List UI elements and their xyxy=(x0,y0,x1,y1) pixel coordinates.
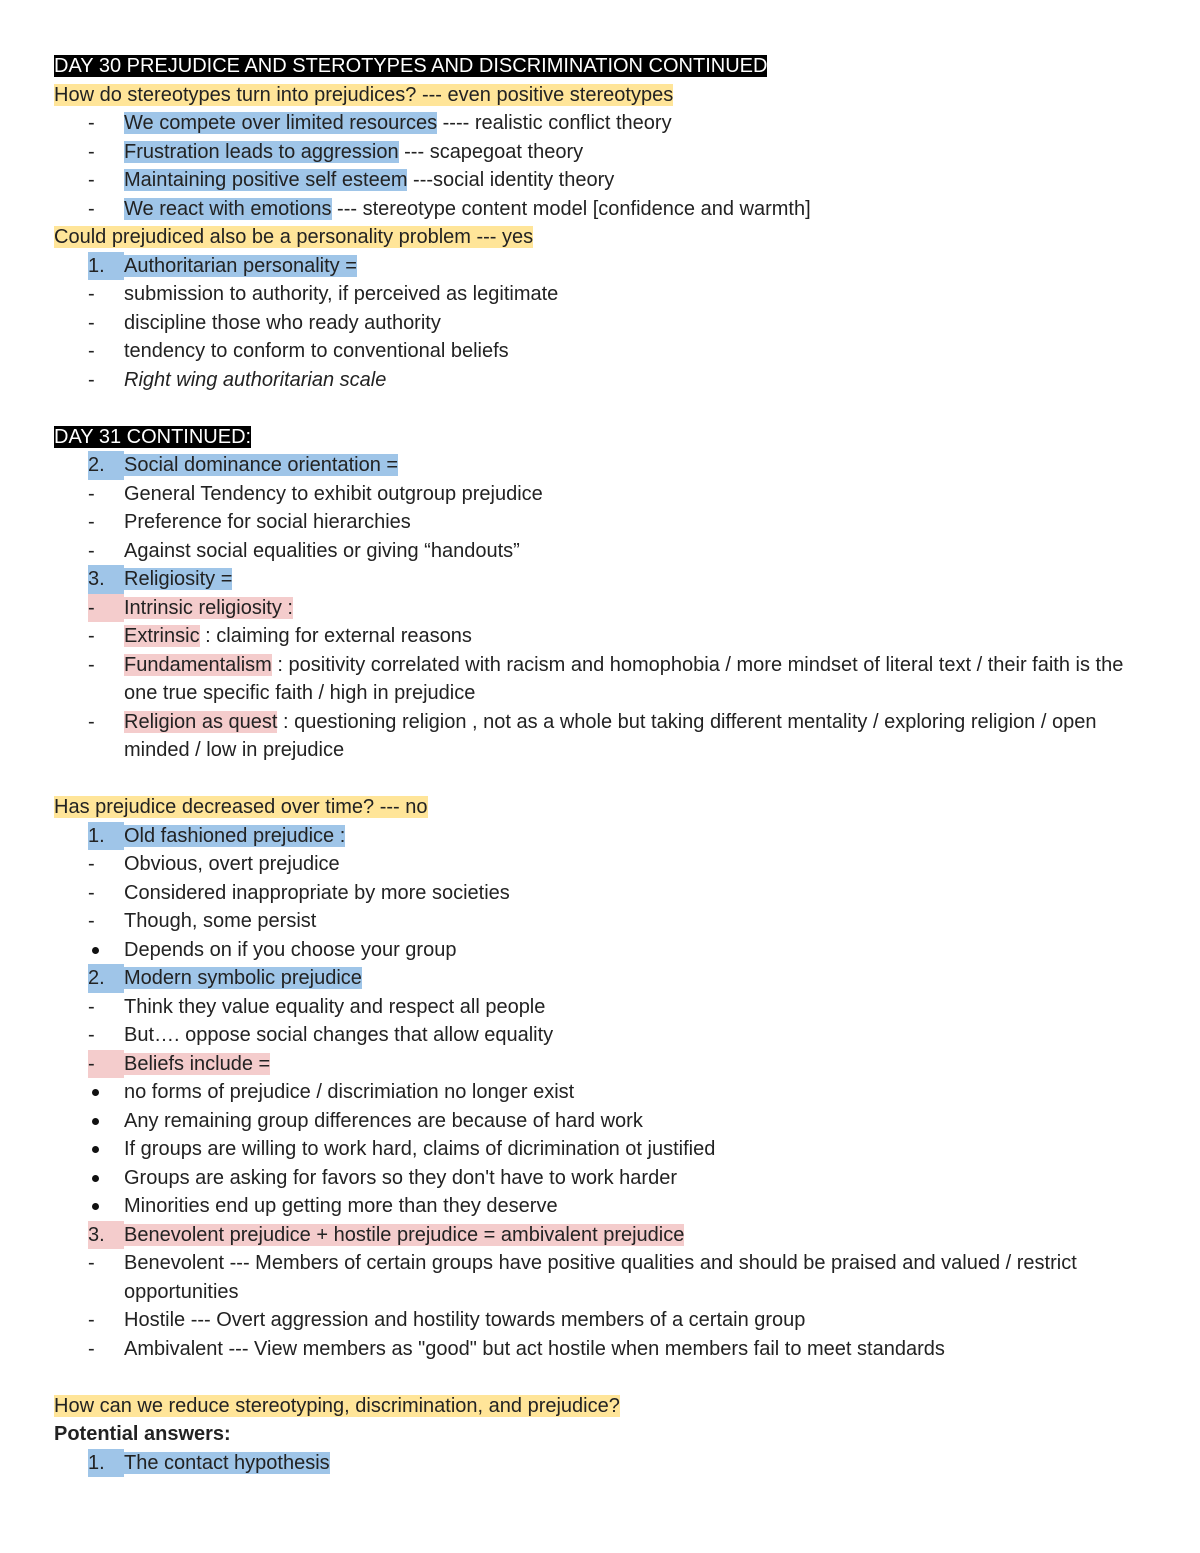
list-marker: 1. xyxy=(88,252,124,281)
text-segment: Benevolent --- Members of certain groups have positive qualities and should be praised and valued / restrict opportunities xyxy=(124,1252,1077,1303)
highlighted-text: We react with emotions xyxy=(124,197,332,220)
text-segment: Hostile --- Overt aggression and hostility towards members of a certain group xyxy=(124,1309,806,1331)
blank-line xyxy=(54,1363,1154,1392)
list-item xyxy=(54,252,1154,281)
text-segment: discipline those who ready authority xyxy=(124,311,441,334)
highlighted-text: We compete over limited resources xyxy=(124,112,438,134)
list-marker: - xyxy=(88,197,95,220)
list-marker: - xyxy=(88,539,95,562)
list-marker: - xyxy=(88,625,95,647)
highlighted-text: Beliefs include = xyxy=(124,1052,271,1075)
list-item xyxy=(54,993,1154,1022)
list-item xyxy=(54,1335,1154,1364)
paragraph-line xyxy=(54,423,1154,452)
text-segment: Obvious, overt prejudice xyxy=(124,853,340,875)
text-segment: Ambivalent --- View members as "good" but act hostile when members fail to meet standards xyxy=(124,1337,945,1360)
list-item xyxy=(54,850,1154,879)
highlighted-text: Benevolent prejudice + hostile prejudice = ambivalent prejudice xyxy=(124,1223,685,1246)
text-segment: no forms of prejudice / discrimiation no longer exist xyxy=(124,1081,575,1103)
text-segment: ---- realistic conflict theory xyxy=(437,112,672,134)
document-page xyxy=(54,52,1154,1477)
list-marker: - xyxy=(88,112,95,134)
list-marker: - xyxy=(88,1024,95,1046)
list-item xyxy=(54,907,1154,936)
text-segment: Any remaining group differences are because of hard work xyxy=(124,1109,643,1132)
text-segment: Considered inappropriate by more societies xyxy=(124,881,510,904)
text-segment: : claiming for external reasons xyxy=(199,625,472,647)
list-marker: 2. xyxy=(88,964,124,993)
section-heading: DAY 30 PREJUDICE AND STEROTYPES AND DISCRIMINATION CONTINUED xyxy=(54,55,768,77)
text-segment: Minorities end up getting more than they deserve xyxy=(124,1195,558,1217)
list-marker: 1. xyxy=(88,1449,124,1478)
text-segment: But…. oppose social changes that allow equality xyxy=(124,1024,554,1046)
list-item xyxy=(54,708,1154,765)
list-marker: - xyxy=(88,140,95,163)
highlighted-text: How do stereotypes turn into prejudices? --- even positive stereotypes xyxy=(54,83,674,106)
list-item xyxy=(54,1249,1154,1306)
list-item xyxy=(54,822,1154,851)
text-segment: Potential answers: xyxy=(54,1423,231,1445)
list-item xyxy=(54,451,1154,480)
list-marker: - xyxy=(88,1050,124,1079)
list-item xyxy=(54,1192,1154,1221)
list-marker: 3. xyxy=(88,1221,124,1250)
text-segment: : positivity correlated with racism and homophobia / more mindset of literal text / their faith is the one true specific faith / high in prejudice xyxy=(124,653,1124,704)
text-segment: ---social identity theory xyxy=(407,169,615,191)
paragraph-line xyxy=(54,1420,1154,1449)
list-item xyxy=(54,280,1154,309)
list-marker: - xyxy=(88,1337,95,1360)
list-item xyxy=(54,337,1154,366)
list-item xyxy=(54,879,1154,908)
text-segment: If groups are willing to work hard, claims of dicrimination ot justified xyxy=(124,1138,716,1160)
text-segment: Groups are asking for favors so they don't have to work harder xyxy=(124,1166,677,1189)
list-item xyxy=(54,166,1154,195)
text-segment: Though, some persist xyxy=(124,910,317,932)
list-marker: 1. xyxy=(88,822,124,851)
highlighted-text: Maintaining positive self esteem xyxy=(124,169,408,191)
list-item xyxy=(54,1135,1154,1164)
list-item xyxy=(54,1050,1154,1079)
list-marker: - xyxy=(88,283,95,305)
list-item xyxy=(54,508,1154,537)
highlighted-text: Old fashioned prejudice : xyxy=(124,824,346,847)
list-item xyxy=(54,537,1154,566)
list-marker: - xyxy=(88,594,124,623)
text-segment: General Tendency to exhibit outgroup prejudice xyxy=(124,482,543,505)
list-item xyxy=(54,366,1154,395)
text-segment: --- stereotype content model [confidence and warmth] xyxy=(331,197,811,220)
list-marker: - xyxy=(88,340,95,362)
list-marker: 3. xyxy=(88,565,124,594)
list-item xyxy=(54,309,1154,338)
paragraph-line xyxy=(54,793,1154,822)
list-marker: - xyxy=(88,1309,95,1331)
list-marker: - xyxy=(88,710,95,733)
paragraph-line xyxy=(54,1392,1154,1421)
highlighted-text: Religion as quest xyxy=(124,710,278,733)
highlighted-text: Extrinsic xyxy=(124,625,200,647)
list-item xyxy=(54,1021,1154,1050)
highlighted-text: Social dominance orientation = xyxy=(124,454,399,476)
list-marker: - xyxy=(88,653,95,676)
text-segment: Against social equalities or giving “handouts” xyxy=(124,539,520,562)
blank-line xyxy=(54,394,1154,423)
list-item xyxy=(54,1221,1154,1250)
highlighted-text: Frustration leads to aggression xyxy=(124,140,399,163)
highlighted-text: Religiosity = xyxy=(124,568,233,590)
text-segment: Right wing authoritarian scale xyxy=(124,368,387,391)
list-item xyxy=(54,622,1154,651)
list-item xyxy=(54,1107,1154,1136)
list-marker: - xyxy=(88,1252,95,1274)
highlighted-text: Could prejudiced also be a personality problem --- yes xyxy=(54,226,534,248)
list-item xyxy=(54,651,1154,708)
highlighted-text: How can we reduce stereotyping, discrimination, and prejudice? xyxy=(54,1394,620,1417)
list-marker: - xyxy=(88,311,95,334)
list-item xyxy=(54,195,1154,224)
highlighted-text: Intrinsic religiosity : xyxy=(124,596,293,619)
list-item xyxy=(54,594,1154,623)
list-item xyxy=(54,1306,1154,1335)
list-item xyxy=(54,936,1154,965)
list-marker: - xyxy=(88,368,95,391)
section-heading: DAY 31 CONTINUED: xyxy=(54,425,252,448)
text-segment: tendency to conform to conventional beliefs xyxy=(124,340,509,362)
list-item xyxy=(54,480,1154,509)
text-segment: --- scapegoat theory xyxy=(398,140,584,163)
list-marker: - xyxy=(88,482,95,505)
highlighted-text: Fundamentalism xyxy=(124,653,272,676)
list-item xyxy=(54,565,1154,594)
highlighted-text: Modern symbolic prejudice xyxy=(124,967,362,989)
highlighted-text: Authoritarian personality = xyxy=(124,254,357,277)
text-segment: Depends on if you choose your group xyxy=(124,938,457,961)
list-marker: - xyxy=(88,511,95,533)
highlighted-text: The contact hypothesis xyxy=(124,1451,330,1474)
paragraph-line xyxy=(54,52,1154,81)
list-item xyxy=(54,1449,1154,1478)
list-item xyxy=(54,1164,1154,1193)
paragraph-line xyxy=(54,223,1154,252)
list-marker: - xyxy=(88,169,95,191)
list-marker: 2. xyxy=(88,451,124,480)
list-item xyxy=(54,964,1154,993)
highlighted-text: Has prejudice decreased over time? --- no xyxy=(54,796,428,818)
blank-line xyxy=(54,765,1154,794)
text-segment: : questioning religion , not as a whole but taking different mentality / exploring religion / open minded / low in prejudice xyxy=(124,710,1097,761)
list-item xyxy=(54,109,1154,138)
text-segment: submission to authority, if perceived as legitimate xyxy=(124,283,559,305)
list-marker: - xyxy=(88,995,95,1018)
list-item xyxy=(54,138,1154,167)
list-marker: - xyxy=(88,853,95,875)
text-segment: Preference for social hierarchies xyxy=(124,511,411,533)
list-item xyxy=(54,1078,1154,1107)
list-marker: - xyxy=(88,881,95,904)
text-segment: Think they value equality and respect all people xyxy=(124,995,546,1018)
paragraph-line xyxy=(54,81,1154,110)
list-marker: - xyxy=(88,910,95,932)
